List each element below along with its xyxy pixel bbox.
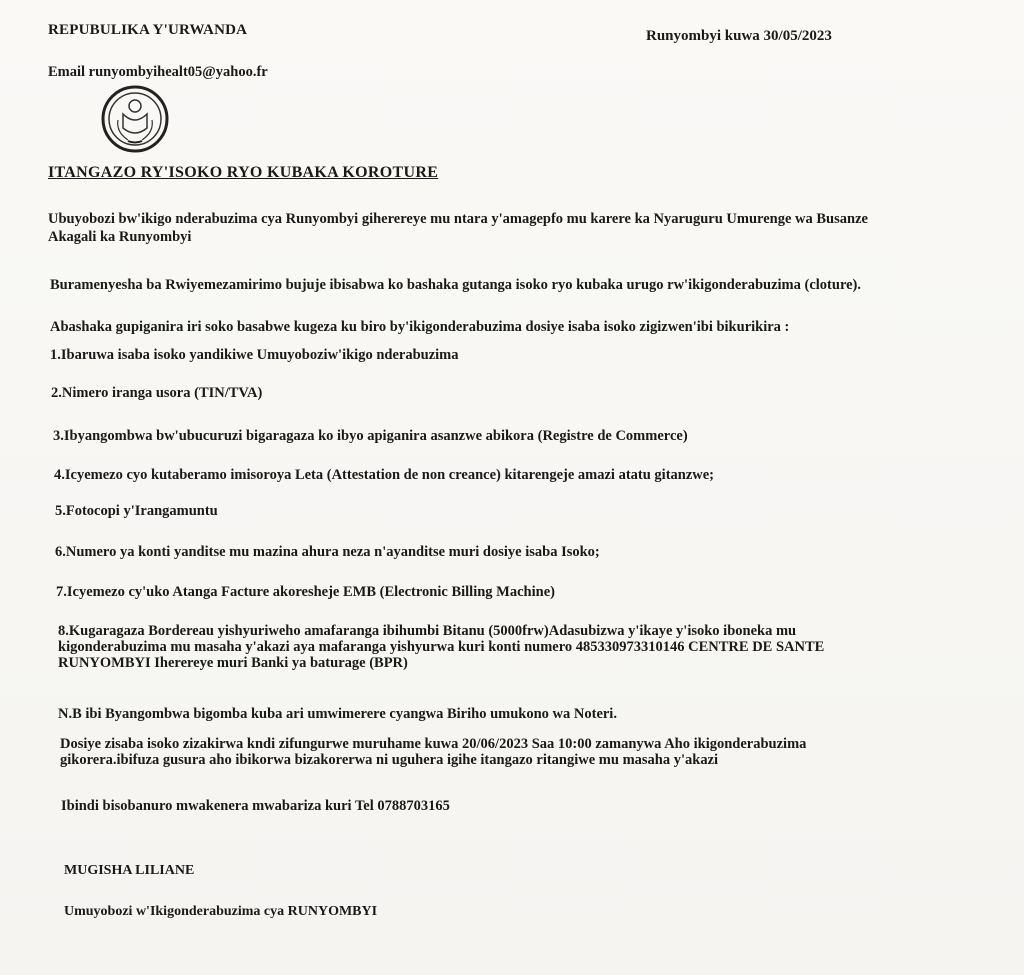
- requirement-item: 1.Ibaruwa isaba isoko yandikiwe Umuyoboziw'ikigo nderabuzima: [50, 347, 459, 363]
- deadline-line-2: gikorera.ibifuza gusura aho ibikorwa bizakorerwa ni uguhera igihe itangazo ritangiwe mu masaha y'akazi: [60, 752, 719, 768]
- announcement-paragraph: Buramenyesha ba Rwiyemezamirimo bujuje ibisabwa ko bashaka gutanga isoko ryo kubaka urugo rw'ikigonderabuzima (cloture).: [50, 277, 862, 293]
- requirement-item-8: [58, 623, 824, 671]
- deadline-line-1: Dosiye zisaba isoko zizakirwa kndi zifungurwe muruhame kuwa 20/06/2023 Saa 10:00 zamanywa Aho ikigonderabuzima: [60, 736, 807, 752]
- notice-title: ITANGAZO RY'ISOKO RYO KUBAKA KOROTURE: [48, 164, 439, 181]
- rwanda-coat-of-arms-icon: [100, 84, 170, 154]
- requirement-item: 4.Icyemezo cyo kutaberamo imisoroya Leta (Attestation de non creance) kitarengeje amazi atatu gitanzwe;: [54, 467, 715, 483]
- requirement-item: 7.Icyemezo cy'uko Atanga Facture akoresheje EMB (Electronic Billing Machine): [56, 584, 555, 600]
- place-date: Runyombyi kuwa 30/05/2023: [646, 28, 832, 44]
- requirement-item: 6.Numero ya konti yanditse mu mazina ahura neza n'ayanditse muri dosiye isaba Isoko;: [55, 544, 600, 560]
- intro-line-1: Ubuyobozi bw'ikigo nderabuzima cya Runyombyi giherereye mu ntara y'amagepfo mu karere ka Nyaruguru Umurenge wa Busanze: [48, 211, 868, 227]
- note-paragraph: N.B ibi Byangombwa bigomba kuba ari umwimerere cyangwa Biriho umukono wa Noteri.: [58, 706, 617, 722]
- requirements-intro: Abashaka gupiganira iri soko basabwe kugeza ku biro by'ikigonderabuzima dosiye isaba isoko zigizwen'ibi bikurikira :: [50, 319, 790, 335]
- item8-line-1: 8.Kugaragaza Bordereau yishyuriweho amafaranga ibihumbi Bitanu (5000frw)Adasubizwa y'ikaye y'isoko iboneka mu: [58, 623, 797, 639]
- email-line: Email runyombyihealt05@yahoo.fr: [48, 64, 268, 80]
- requirement-item: 3.Ibyangombwa bw'ubucuruzi bigaragaza ko ibyo apiganira asanzwe abikora (Registre de Commerce): [53, 428, 688, 444]
- signatory-name: MUGISHA LILIANE: [64, 863, 195, 878]
- requirement-item: 2.Nimero iranga usora (TIN/TVA): [51, 385, 263, 401]
- contact-line: Ibindi bisobanuro mwakenera mwabariza kuri Tel 0788703165: [61, 798, 450, 814]
- intro-line-2: Akagali ka Runyombyi: [48, 229, 192, 245]
- signatory-role: Umuyobozi w'Ikigonderabuzima cya RUNYOMBYI: [64, 904, 378, 919]
- requirement-item: 5.Fotocopi y'Irangamuntu: [55, 503, 218, 519]
- item8-line-2: kigonderabuzima mu masaha y'akazi aya mafaranga yishyurwa kuri konti numero 485330973310146 CENTRE DE SANTE: [58, 639, 825, 655]
- item8-line-3: RUNYOMBYI Iherereye muri Banki ya baturage (BPR): [58, 655, 408, 671]
- intro-paragraph: [48, 210, 868, 246]
- country-header: REPUBULIKA Y'URWANDA: [48, 22, 248, 38]
- deadline-paragraph: [60, 736, 806, 768]
